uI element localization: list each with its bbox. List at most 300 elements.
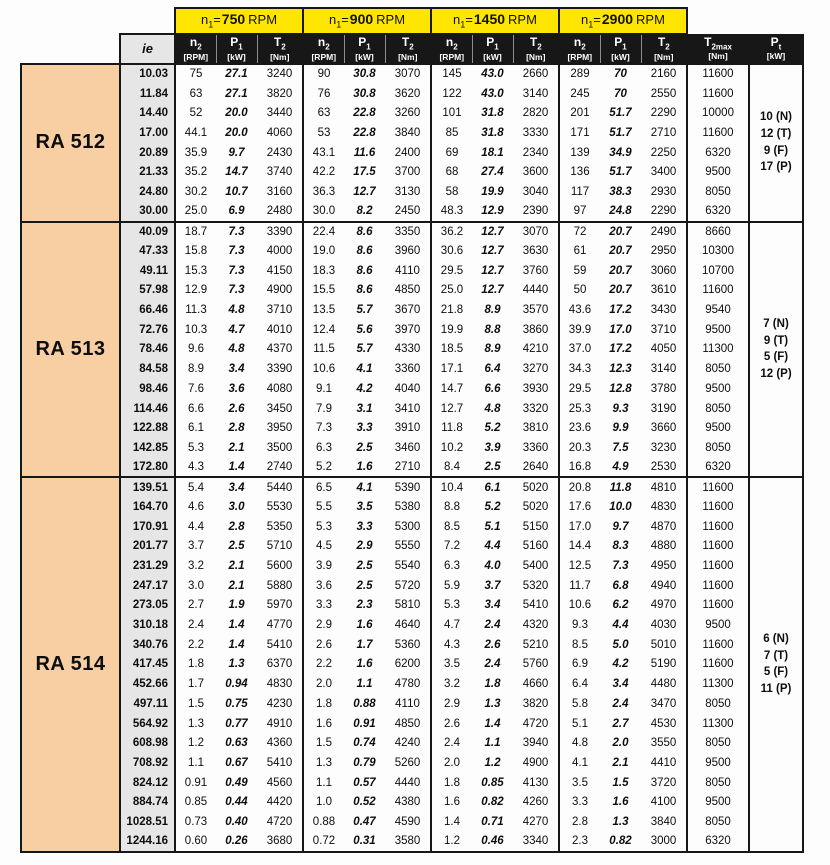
p1-value: 4.8 [228,304,245,317]
t2-value: 5360 [394,638,421,651]
t2max-value: 6320 [687,202,749,222]
n2-value: 18.3 [303,261,344,281]
p1-value: 30.8 [353,87,376,100]
n2-value: 52 [175,103,216,123]
p1-value: 3.5 [356,500,373,513]
p1-value: 1.6 [356,461,373,474]
p1-value: 9.9 [612,422,629,435]
p1-value: 6.2 [612,599,629,612]
t2max-value: 8050 [687,812,749,832]
p1-value: 4.4 [484,540,501,553]
ie-value: 231.29 [120,556,175,576]
p1-value: 2.5 [356,441,373,454]
n2-value: 5.9 [431,576,472,596]
n2-value: 1.6 [303,714,344,734]
n2-value: 15.5 [303,281,344,301]
t2-value: 5020 [522,500,549,513]
n2-value: 245 [559,84,600,104]
p1-value: 17.0 [609,323,632,336]
n2-value: 6.4 [559,674,600,694]
p1-value: 22.8 [353,107,376,120]
t2-value: 5720 [394,579,421,592]
p1-value: 0.26 [216,832,257,852]
ie-value: 139.51 [120,477,175,497]
n2-value: 1.7 [175,674,216,694]
t2-value: 4370 [266,343,293,356]
n2-value: 3.2 [431,674,472,694]
n2-value: 61 [559,241,600,261]
col-header-t2: $T_2$ [Nm] [385,34,431,64]
t2-value: 5300 [394,520,421,533]
t2-value: 3330 [522,126,549,139]
n2-value: 39.9 [559,320,600,340]
table-row [21,202,803,222]
t2-value: 3620 [394,87,421,100]
t2-value: 3580 [385,832,431,852]
t2max-value: 11600 [687,556,749,576]
n2-value: 4.4 [175,517,216,537]
n2-value: 6.3 [431,556,472,576]
p1-value: 2.4 [484,658,501,671]
n2-value: 13.5 [303,300,344,320]
p1-value: 0.82 [600,832,641,852]
p1-value: 1.6 [356,619,373,632]
n2-value: 0.91 [175,773,216,793]
t2-value: 3910 [394,422,421,435]
p1-value: 20.7 [609,245,632,257]
p1-value: 3.9 [484,441,501,454]
n2-value: 289 [559,64,600,84]
t2-value: 3950 [266,422,293,435]
t2-value: 4130 [522,776,549,789]
n2-value: 10.2 [431,438,472,458]
n2-value: 35.2 [175,162,216,182]
n2-value: 76 [303,84,344,104]
t2-value: 2660 [513,64,559,84]
n2-value: 5.2 [303,458,344,478]
t2max-value: 8050 [687,438,749,458]
p1-value: 6.1 [472,477,513,497]
t2max-value: 11600 [687,64,749,84]
n2-value: 2.4 [431,733,472,753]
t2-value: 5410 [266,638,293,651]
table-row [21,379,803,399]
t2-value: 4660 [522,678,549,691]
table-row [21,320,803,340]
t2-value: 2290 [650,107,677,120]
p1-value: 0.47 [353,815,376,828]
t2max-value: 6320 [687,143,749,163]
ie-value: 72.76 [120,320,175,340]
t2max-value: 10000 [687,103,749,123]
n2-value: 6.6 [175,399,216,419]
p1-value: 0.82 [481,796,504,809]
t2-value: 3860 [522,323,549,336]
p1-value: 2.8 [228,422,245,435]
ie-value: 273.05 [120,596,175,616]
p1-value: 7.3 [612,560,629,572]
t2-value: 4240 [394,737,421,750]
n2-value: 12.9 [175,281,216,301]
t2-value: 5600 [266,560,293,572]
n2-value: 8.8 [431,497,472,517]
pt-ratings [749,64,803,222]
ie-value: 310.18 [120,615,175,635]
n2-value: 30.0 [303,202,344,222]
t2max-value: 9500 [687,615,749,635]
pt-rating-line: 5 (F) [763,351,789,364]
t2max-value: 11600 [687,84,749,104]
n2-value: 145 [431,64,472,84]
t2-value: 3760 [522,264,549,277]
n2-value: 7.6 [175,379,216,399]
pt-rating-line: 7 (N) [763,318,789,331]
t2-value: 3550 [650,737,677,750]
t2-value: 3470 [650,697,677,710]
t2-value: 2950 [650,245,677,257]
t2-value: 2250 [650,146,677,159]
ie-value: 20.89 [120,143,175,163]
t2-value: 5400 [522,560,549,572]
n2-value: 18.5 [431,340,472,360]
p1-value: 1.4 [228,638,245,651]
t2max-value: 9500 [687,162,749,182]
t2max-value: 11600 [687,655,749,675]
n2-value: 4.7 [431,615,472,635]
p1-value: 3.1 [356,402,373,415]
t2-value: 2710 [394,461,421,474]
t2-value: 5880 [266,579,293,592]
rpm-header-1450: $n_1=1450$ RPM [431,8,559,34]
t2-value: 5440 [257,477,303,497]
p1-value: 3.4 [484,599,501,612]
p1-value: 2.7 [612,717,629,730]
ie-value: 417.45 [120,655,175,675]
p1-value: 1.8 [484,678,501,691]
p1-value: 24.8 [609,205,632,218]
n2-value: 36.3 [303,182,344,202]
col-header-n2: $n_2$ [RPM] [559,34,600,64]
n2-value: 10.6 [559,596,600,616]
t2-value: 4360 [266,737,293,750]
t2-value: 4320 [522,619,549,632]
t2-value: 5320 [522,579,549,592]
table-row [21,753,803,773]
t2-value: 3230 [650,441,677,454]
t2-value: 3190 [650,402,677,415]
p1-value: 9.3 [612,402,629,415]
t2-value: 3060 [650,264,677,277]
t2-value: 3040 [522,185,549,198]
p1-value: 17.2 [609,304,632,317]
p1-value: 1.1 [356,678,373,691]
t2-value: 3820 [266,87,293,100]
ie-value: 21.33 [120,162,175,182]
ie-value: 340.76 [120,635,175,655]
p1-value: 2.3 [356,599,373,612]
n2-value: 43.6 [559,300,600,320]
ie-value: 1028.51 [120,812,175,832]
p1-value: 1.5 [612,776,629,789]
t2-value: 4100 [650,796,677,809]
p1-value: 1.4 [228,619,245,632]
ie-value: 24.80 [120,182,175,202]
n2-value: 1.6 [431,792,472,812]
t2-value: 3930 [522,382,549,395]
p1-value: 8.6 [344,222,385,242]
n2-value: 29.5 [559,379,600,399]
p1-value: 7.3 [228,245,245,257]
t2-value: 5190 [650,658,677,671]
p1-value: 0.57 [353,776,376,789]
ie-value: 47.33 [120,241,175,261]
n2-value: 1.4 [431,812,472,832]
n2-value: 17.6 [559,497,600,517]
t2-value: 3940 [522,737,549,750]
p1-value: 0.63 [225,737,248,750]
t2-value: 5410 [266,756,293,769]
t2max-value: 11600 [687,497,749,517]
t2max-value: 11600 [687,517,749,537]
col-header-p1: $P_1$ [kW] [600,34,641,64]
n2-value: 5.1 [559,714,600,734]
n2-value: 12.4 [303,320,344,340]
t2-value: 5760 [522,658,549,671]
t2-value: 4000 [266,245,293,257]
t2-value: 5010 [650,638,677,651]
n2-value: 136 [559,162,600,182]
n2-value: 4.3 [175,458,216,478]
col-header-t2: $T_2$ [Nm] [641,34,687,64]
p1-value: 4.1 [344,477,385,497]
t2-value: 2430 [266,146,293,159]
n2-value: 25.0 [175,202,216,222]
t2-value: 3350 [385,222,431,242]
t2-value: 4590 [394,815,421,828]
t2-value: 3360 [394,363,421,376]
t2-value: 3710 [266,304,293,317]
n2-value: 1.3 [175,714,216,734]
t2-value: 2640 [522,461,549,474]
p1-value: 8.3 [612,540,629,553]
table-row [21,222,803,242]
n2-value: 44.1 [175,123,216,143]
t2-value: 4110 [395,697,420,710]
n2-value: 35.9 [175,143,216,163]
n2-value: 11.7 [559,576,600,596]
t2-value: 4380 [394,796,421,809]
n2-value: 25.0 [431,281,472,301]
rpm-header-900: $n_1=900$ RPM [303,8,431,34]
t2-value: 4530 [650,717,677,730]
p1-value: 20.0 [225,107,248,120]
n2-value: 7.2 [431,537,472,557]
n2-value: 8.9 [175,359,216,379]
n2-value: 72 [559,222,600,242]
rpm-band-row [21,8,803,34]
n2-value: 21.8 [431,300,472,320]
pt-rating-line: 9 (F) [763,144,789,157]
t2-value: 3440 [266,107,293,120]
t2-value: 2400 [394,146,421,159]
t2-value: 2160 [641,64,687,84]
p1-value: 1.3 [228,658,245,671]
t2max-value: 10300 [687,241,749,261]
table-row [21,714,803,734]
n2-value: 2.0 [303,674,344,694]
p1-value: 0.85 [481,776,504,789]
n2-value: 4.8 [559,733,600,753]
ie-value: 497.11 [120,694,175,714]
p1-value: 0.46 [472,832,513,852]
p1-value: 27.1 [216,64,257,84]
p1-value: 1.3 [612,815,629,828]
n2-value: 3.2 [175,556,216,576]
ie-value: 66.46 [120,300,175,320]
ie-value: 57.98 [120,281,175,301]
p1-value: 12.7 [472,222,513,242]
ie-value: 564.92 [120,714,175,734]
table-row [21,517,803,537]
n2-value: 10.4 [431,477,472,497]
rpm-header-2900: $n_1=2900$ RPM [559,8,687,34]
col-header-t2: $T_2$ [Nm] [513,34,559,64]
header-spacer-model [21,34,120,64]
n2-value: 11.5 [303,340,344,360]
table-row [21,340,803,360]
t2-value: 3240 [257,64,303,84]
n2-value: 90 [303,64,344,84]
n2-value: 4.5 [303,537,344,557]
p1-value: 51.7 [609,107,632,120]
t2-value: 4270 [522,815,549,828]
t2max-value: 8050 [687,399,749,419]
t2-value: 3140 [650,363,677,376]
p1-value: 4.7 [228,323,245,336]
p1-value: 4.8 [228,343,245,356]
t2-value: 2490 [641,222,687,242]
t2-value: 4440 [394,776,421,789]
n2-value: 117 [559,182,600,202]
table-row [21,674,803,694]
t2-value: 5410 [522,599,549,612]
rpm-header-750: $n_1=750$ RPM [175,8,303,34]
t2max-value: 11300 [687,340,749,360]
p1-value: 4.4 [612,619,629,632]
p1-value: 2.1 [228,560,245,572]
n2-value: 69 [431,143,472,163]
t2-value: 3130 [394,185,421,198]
p1-value: 8.6 [356,284,373,297]
p1-value: 0.67 [225,756,248,769]
p1-value: 2.4 [612,697,629,710]
t2-value: 3970 [394,323,421,336]
t2-value: 2820 [522,107,549,120]
table-row [21,162,803,182]
n2-value: 101 [431,103,472,123]
n2-value: 12.7 [431,399,472,419]
t2-value: 2290 [650,205,677,218]
t2-value: 3630 [522,245,549,257]
t2-value: 3840 [394,126,421,139]
p1-value: 12.7 [481,245,504,257]
t2max-value: 11300 [687,714,749,734]
t2max-value: 11300 [687,674,749,694]
t2-value: 3740 [266,166,293,179]
p1-value: 7.3 [228,264,245,277]
t2-value: 4060 [266,126,293,139]
t2-value: 3410 [394,402,421,415]
p1-value: 8.8 [484,323,501,336]
t2max-value: 11600 [687,281,749,301]
p1-value: 70 [600,64,641,84]
p1-value: 6.9 [228,205,245,218]
t2-value: 4850 [394,717,421,730]
p1-value: 7.3 [216,222,257,242]
p1-value: 0.91 [353,717,376,730]
ie-value: 122.88 [120,418,175,438]
n2-value: 0.85 [175,792,216,812]
ie-value: 10.03 [120,64,175,84]
t2-value: 3390 [266,363,293,376]
n2-value: 0.60 [175,832,216,852]
table-row [21,64,803,84]
table-row [21,103,803,123]
ie-value: 452.66 [120,674,175,694]
t2-value: 4150 [266,264,293,277]
p1-value: 4.1 [356,363,373,376]
n2-value: 17.0 [559,517,600,537]
n2-value: 1.1 [303,773,344,793]
t2-value: 3340 [513,832,559,852]
table-row [21,359,803,379]
t2max-value: 8660 [687,222,749,242]
p1-value: 2.1 [612,756,629,769]
t2max-value: 11600 [687,635,749,655]
p1-value: 8.6 [356,245,373,257]
t2max-value: 11600 [687,596,749,616]
n2-value: 2.9 [303,615,344,635]
p1-value: 51.7 [609,166,632,179]
n2-value: 48.3 [431,202,472,222]
ie-value: 78.46 [120,340,175,360]
p1-value: 3.3 [356,520,373,533]
col-header-n2: $n_2$ [RPM] [303,34,344,64]
p1-value: 4.8 [484,402,501,415]
n2-value: 58 [431,182,472,202]
p1-value: 3.7 [484,579,501,592]
n2-value: 85 [431,123,472,143]
n2-value: 3.7 [175,537,216,557]
t2-value: 3270 [522,363,549,376]
t2-value: 4440 [522,284,549,297]
pt-rating-line: 6 (N) [763,633,789,646]
table-row [21,300,803,320]
t2-value: 3660 [650,422,677,435]
t2-value: 4900 [522,756,549,769]
table-row [21,635,803,655]
t2-value: 4780 [394,678,421,691]
t2max-value: 8050 [687,773,749,793]
table-row [21,418,803,438]
p1-value: 30.8 [344,64,385,84]
ie-value: 1244.16 [120,832,175,852]
t2-value: 3070 [513,222,559,242]
n2-value: 5.3 [431,596,472,616]
t2-value: 3070 [385,64,431,84]
n2-value: 19.0 [303,241,344,261]
p1-value: 38.3 [609,185,632,198]
